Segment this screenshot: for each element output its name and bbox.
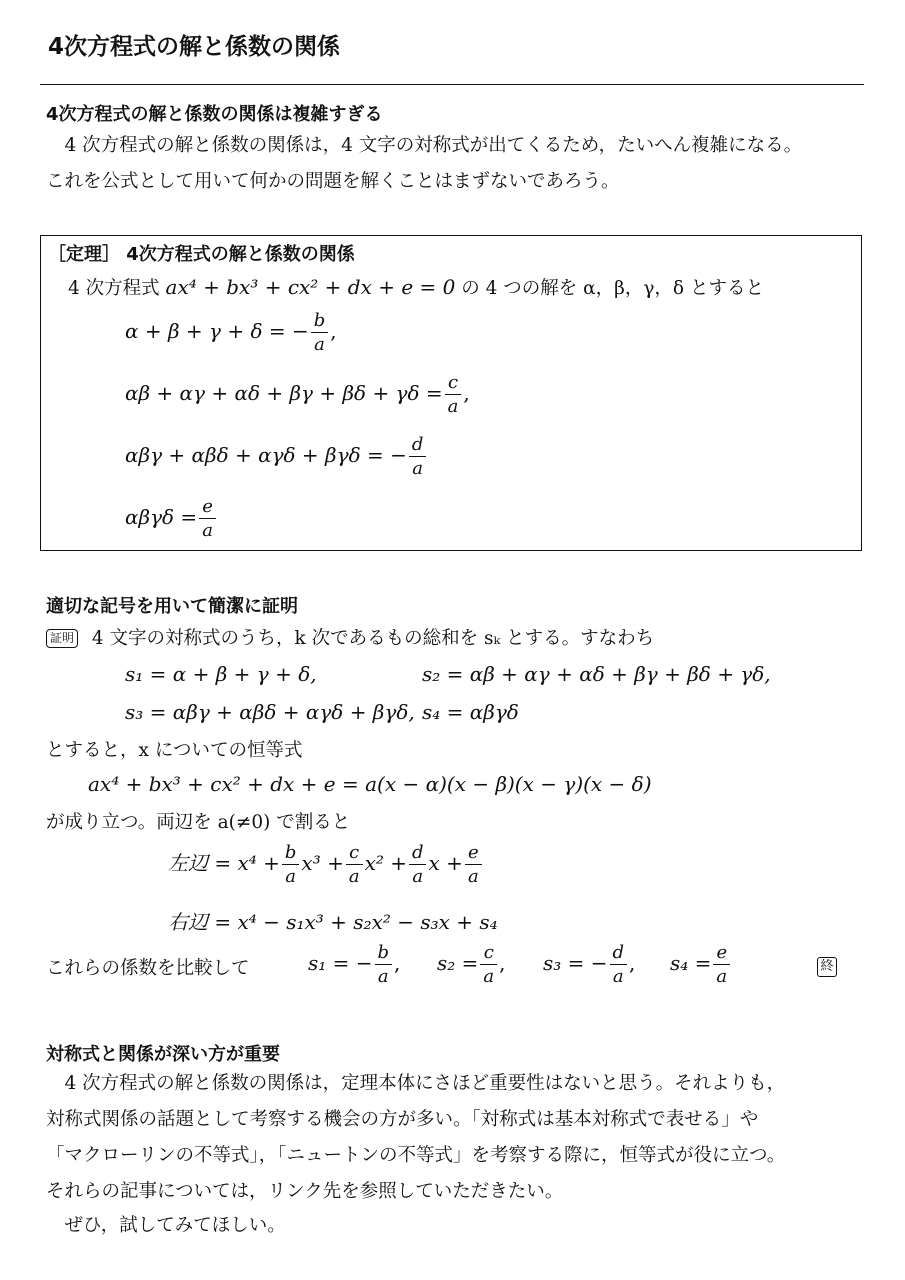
section3-line-2: 対称式関係の話題として考察する機会の方が多い。「対称式は基本対称式で表せる」や	[46, 1109, 759, 1130]
c4-num: e	[716, 942, 728, 963]
c1-tail: ,	[394, 951, 401, 975]
eq4-lhs: αβγδ =	[125, 505, 198, 529]
section3-line-5: ぜひ，試してみてほしい。	[46, 1215, 286, 1236]
theorem-intro	[68, 274, 764, 300]
identity-equation: ax⁴ + bx³ + cx² + dx + e = a(x − α)(x − β)(x − γ)(x − δ)	[88, 772, 652, 796]
coef-result-3	[543, 942, 635, 987]
eq1-fraction	[311, 310, 329, 355]
theorem-intro-prefix: 4 次方程式	[68, 278, 160, 299]
left-label: 左辺 = x⁴ +	[168, 851, 280, 875]
theorem-intro-equation: ax⁴ + bx³ + cx² + dx + e = 0	[165, 275, 456, 299]
c1-lhs: s₁ = −	[308, 951, 373, 975]
c1-fraction	[375, 942, 393, 987]
eq1-denominator: a	[311, 332, 328, 355]
left-frac-4-num: e	[467, 842, 479, 863]
left-term-2-tail: x² +	[364, 851, 407, 875]
left-term-1-tail: x³ +	[301, 851, 344, 875]
left-frac-1-num: b	[284, 842, 297, 863]
divide-line: が成り立つ。両辺を a(≠0) で割ると	[46, 812, 351, 833]
c3-lhs: s₃ = −	[543, 951, 608, 975]
section3-line-4: それらの記事については，リンク先を参照していただきたい。	[46, 1181, 564, 1202]
eq2-lhs: αβ + αγ + αδ + βγ + βδ + γδ =	[125, 381, 443, 405]
section1-line-1: 4 次方程式の解と係数の関係は，4 文字の対称式が出てくるため，たいへん複雑になる。	[46, 135, 803, 156]
left-frac-4-den: a	[465, 864, 482, 887]
eq1-numerator: b	[313, 310, 326, 331]
c2-lhs: s₂ =	[437, 951, 479, 975]
left-fraction-2	[346, 842, 363, 887]
eq3-numerator: d	[411, 434, 424, 455]
section1-line-2: これを公式として用いて何かの問題を解くことはまずないであろう。	[46, 171, 620, 192]
eq3-denominator: a	[409, 456, 426, 479]
eq2-tail: ,	[463, 381, 470, 405]
left-fraction-3	[409, 842, 427, 887]
c4-den: a	[713, 964, 730, 987]
left-frac-3-den: a	[409, 864, 426, 887]
left-frac-3-num: d	[412, 842, 424, 863]
eq2-numerator: c	[447, 372, 459, 393]
s2-definition: s₂ = αβ + αγ + αδ + βγ + βδ + γδ,	[422, 662, 771, 686]
section3-line-1: 4 次方程式の解と係数の関係は，定理本体にさほど重要性はないと思う。それよりも，	[46, 1073, 786, 1094]
section3-heading: 対称式と関係が深い方が重要	[46, 1044, 280, 1065]
section1-heading: 4次方程式の解と係数の関係は複雑すぎる	[46, 104, 383, 125]
theorem-eq-4	[125, 496, 218, 541]
c4-fraction	[713, 942, 730, 987]
eq3-lhs: αβγ + αβδ + αγδ + βγδ = −	[125, 443, 407, 467]
c1-num: b	[377, 942, 390, 963]
eq4-denominator: a	[199, 518, 216, 541]
theorem-eq-1	[125, 310, 337, 355]
section2-heading: 適切な記号を用いて簡潔に証明	[46, 596, 298, 617]
c3-den: a	[610, 964, 627, 987]
left-frac-1-den: a	[282, 864, 299, 887]
coef-result-1	[308, 942, 400, 987]
proof-intro-line	[46, 624, 654, 650]
eq3-fraction	[409, 434, 427, 479]
eq4-fraction	[199, 496, 216, 541]
s4-definition: s₄ = αβγδ	[422, 700, 519, 724]
s3-definition: s₃ = αβγ + αβδ + αγδ + βγδ,	[125, 700, 415, 724]
left-side-equation	[168, 842, 484, 887]
c3-tail: ,	[629, 951, 636, 975]
coef-result-2	[437, 942, 506, 987]
page-title: 4次方程式の解と係数の関係	[48, 34, 341, 60]
theorem-intro-suffix: の 4 つの解を α，β，γ，δ とすると	[461, 278, 764, 299]
eq4-numerator: e	[202, 496, 213, 517]
eq1-lhs: α + β + γ + δ = −	[125, 319, 309, 343]
c2-den: a	[480, 964, 497, 987]
theorem-eq-3	[125, 434, 428, 479]
compare-text: これらの係数を比較して	[46, 958, 250, 979]
s1-definition: s₁ = α + β + γ + δ,	[125, 662, 317, 686]
eq2-fraction	[445, 372, 462, 417]
left-term-3-tail: x +	[428, 851, 463, 875]
right-side-equation: 右辺 = x⁴ − s₁x³ + s₂x² − s₃x + s₄	[168, 910, 498, 934]
title-divider	[40, 84, 864, 85]
coef-result-4	[670, 942, 732, 987]
c4-lhs: s₄ =	[670, 951, 712, 975]
proof-badge: 証明	[46, 629, 78, 648]
c2-num: c	[483, 942, 494, 963]
proof-intro: 4 文字の対称式のうち，k 次であるもの総和を sₖ とする。すなわち	[91, 628, 655, 649]
eq2-denominator: a	[445, 394, 462, 417]
left-frac-2-den: a	[346, 864, 363, 887]
left-fraction-4	[465, 842, 482, 887]
c1-den: a	[375, 964, 392, 987]
identity-intro: とすると，x についての恒等式	[46, 740, 303, 761]
c3-num: d	[612, 942, 625, 963]
theorem-heading: ［定理］ 4次方程式の解と係数の関係	[48, 244, 355, 265]
c3-fraction	[610, 942, 628, 987]
left-frac-2-num: c	[349, 842, 360, 863]
c2-fraction	[480, 942, 497, 987]
end-of-proof-badge: 終	[817, 957, 837, 977]
c2-tail: ,	[499, 951, 506, 975]
eq1-tail: ,	[330, 319, 337, 343]
section3-line-3: 「マクローリンの不等式」，「ニュートンの不等式」を考察する際に，恒等式が役に立つ。	[46, 1145, 786, 1166]
theorem-eq-2	[125, 372, 470, 417]
left-fraction-1	[282, 842, 300, 887]
